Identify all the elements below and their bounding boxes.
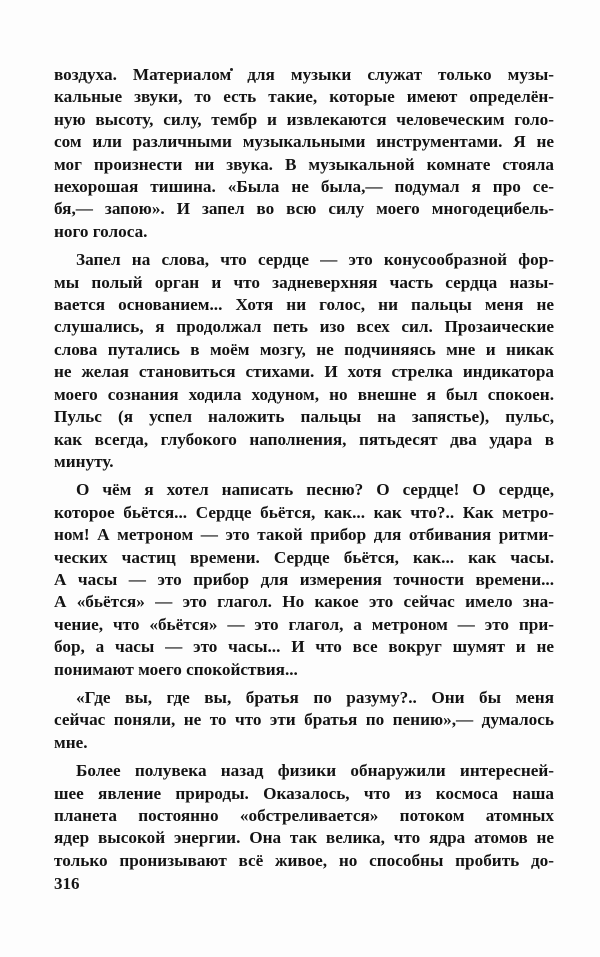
text-line: Пульс (я успел наложить пальцы на запястье), пульс, [54,407,554,427]
text-line: ческих частиц времени. Сердце бьётся, как... как часы. [54,547,554,567]
paragraph-4 [54,687,554,754]
paragraph-2 [54,249,554,473]
text-line: планета постоянно «обстреливается» потоком атомных [54,806,554,825]
text-line: воздуха. Материалом для музыки служат только музы- [54,65,554,84]
text-line: Более полувека назад физики обнаружили интересней- [76,761,554,781]
text-line: нехорошая тишина. «Была не была,— подумал я про се- [54,177,554,197]
text-line: моего сознания ходила ходуном, но внешне я был спокоен. [54,384,554,404]
text-line: как всегда, глубокого наполнения, пятьдесят два удара в [54,429,554,449]
text-line: Запел на слова, что сердце — это конусообразной фор- [76,250,554,270]
text-line: А часы — это прибор для измерения точности времени... [54,569,554,589]
text-line: ном! А метроном — это такой прибор для отбивания ритми- [54,525,554,545]
text-line: ную высоту, силу, тембр и извлекаются человеческим голо- [54,109,554,129]
text-line: ного голоса. [54,221,148,241]
text-line: слова путались в моём мозгу, не подчиняясь мне и никак [54,339,554,359]
page-number: 316 [54,874,80,893]
body-text [54,64,554,878]
text-line: слушались, я продолжал петь изо всех сил. Прозаические [54,317,554,337]
paragraph-5 [54,760,554,872]
text-line: сом или различными музыкальными инструментами. Я не [54,132,554,152]
text-line: О чём я хотел написать песню? О сердце! О сердце, [76,480,554,500]
text-line: понимают моего спокойствия... [54,659,298,679]
text-line: минуту. [54,451,114,471]
text-line: А «бьётся» — это глагол. Но какое это сейчас имело зна- [54,592,554,612]
text-line: мог произнести ни звука. В музыкальной комнате стояла [54,154,554,174]
text-line: ядер высокой энергии. Она так велика, что ядра атомов не [54,828,554,848]
paragraph-1 [54,64,554,243]
paragraph-3 [54,479,554,681]
text-line: шее явление природы. Оказалось, что из космоса наша [54,783,554,803]
text-line: только пронизывают всё живое, но способны пробить до- [54,850,554,870]
text-line: кальные звуки, то есть такие, которые имеют определён- [54,87,554,107]
text-line: которое бьётся... Сердце бьётся, как... как что?.. Как метро- [54,502,554,522]
text-line: вается основанием... Хотя ни голос, ни пальцы меня не [54,295,554,315]
text-line: сейчас поняли, не то что эти братья по пению»,— думалось [54,710,554,730]
text-line: не желая становиться стихами. И хотя стрелка индикатора [54,362,554,382]
text-line: бор, а часы — это часы... И что все вокруг шумят и не [54,637,554,657]
text-line: мы полый орган и что задневерхняя часть сердца назы- [54,272,554,292]
text-line: чение, что «бьётся» — это глагол, а метроном — это при- [54,614,554,634]
text-line: мне. [54,732,88,752]
text-line: «Где вы, где вы, братья по разуму?.. Они бы меня [76,687,554,707]
text-line: бя,— запою». И запел во всю силу моего многодецибель- [54,199,554,219]
